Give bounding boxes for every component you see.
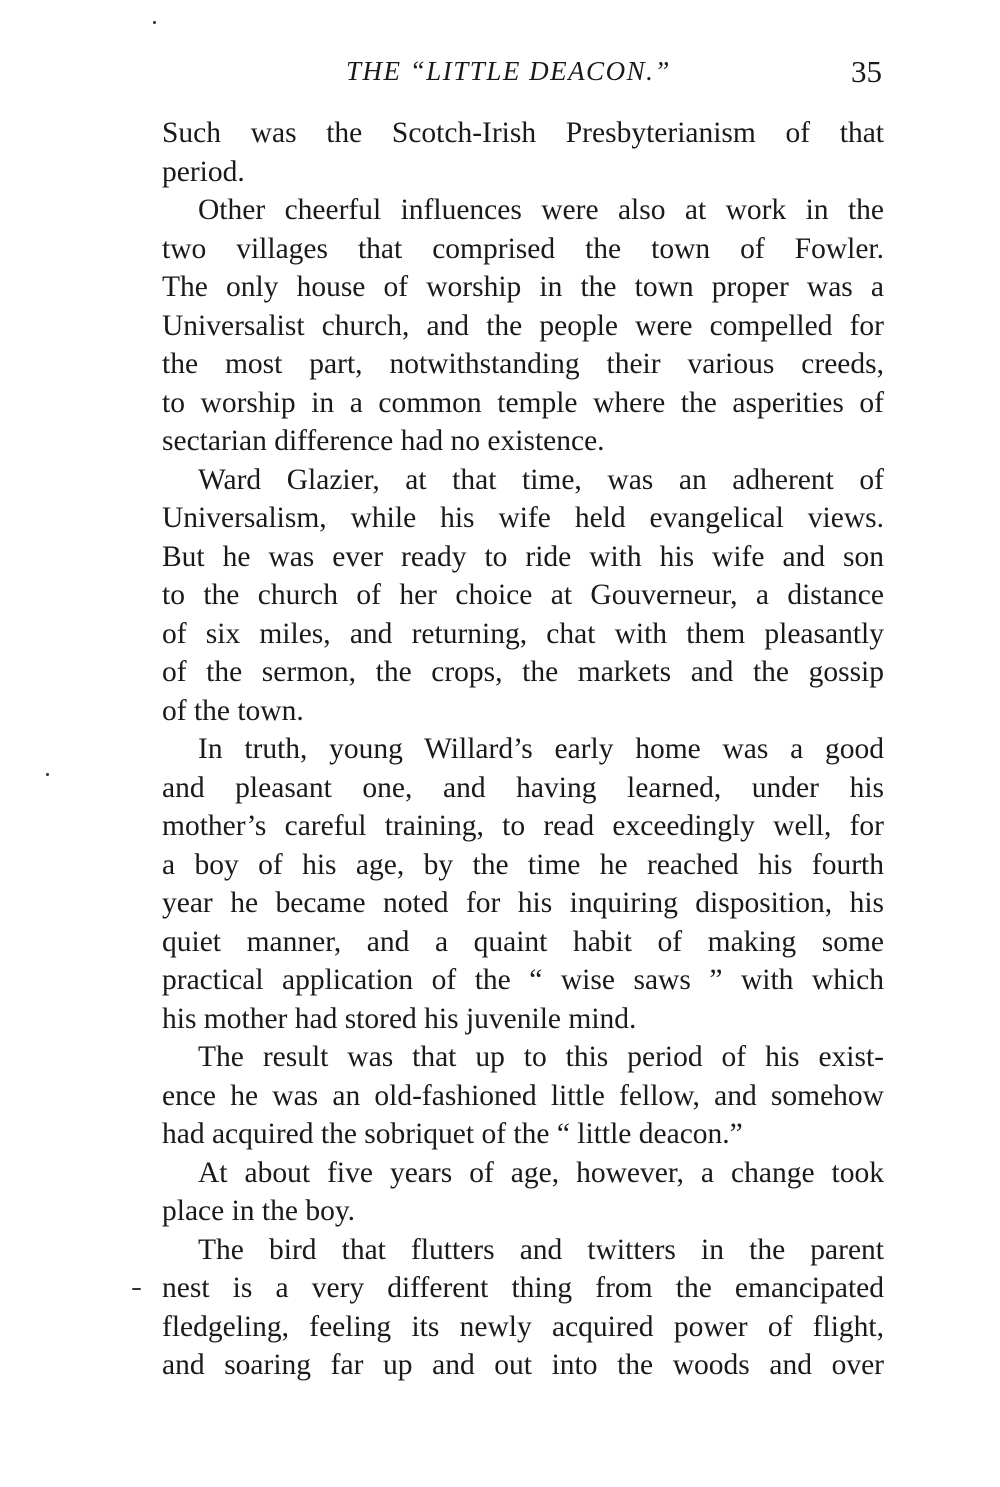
- text-line: place in the boy.: [162, 1195, 356, 1227]
- text-line: his mother had stored his juvenile mind.: [162, 1002, 637, 1035]
- page-header: [162, 56, 886, 96]
- text-line: Universalism, while his wife held evangelical views.: [162, 502, 884, 534]
- page-number: 35: [851, 54, 882, 89]
- text-line: of the sermon, the crops, the markets and the gossip: [162, 656, 884, 688]
- text-line: Ward Glazier, at that time, was an adherent of: [198, 463, 884, 496]
- text-line: of six miles, and returning, chat with them pleasantly: [162, 617, 884, 650]
- text-line: a boy of his age, by the time he reached his fourth: [162, 848, 884, 881]
- text-line: year he became noted for his inquiring disposition, his: [162, 887, 884, 919]
- text-line: two villages that comprised the town of Fowler.: [162, 232, 884, 265]
- text-line: At about five years of age, however, a change took: [198, 1156, 884, 1189]
- body-text: [162, 114, 884, 1385]
- text-line: nest is a very different thing from the emancipated: [162, 1272, 884, 1304]
- text-line: of the town.: [162, 694, 304, 727]
- text-line: The result was that up to this period of his exist-: [198, 1041, 884, 1073]
- text-line: and pleasant one, and having learned, under his: [162, 771, 884, 804]
- text-line: Universalist church, and the people were compelled for: [162, 309, 884, 342]
- text-line: But he was ever ready to ride with his wife and son: [162, 540, 884, 573]
- text-line: The bird that flutters and twitters in the parent: [198, 1233, 884, 1266]
- text-line: practical application of the “ wise saws ” with which: [162, 964, 884, 996]
- running-title: THE “LITTLE DEACON.”: [346, 56, 671, 86]
- text-line: quiet manner, and a quaint habit of making some: [162, 925, 884, 958]
- text-line: the most part, notwithstanding their various creeds,: [162, 348, 884, 380]
- scan-speck: [46, 773, 49, 776]
- text-line: Other cheerful influences were also at work in the: [198, 194, 884, 226]
- text-line: In truth, young Willard’s early home was a good: [198, 733, 884, 765]
- text-line: Such was the Scotch-Irish Presbyterianism of that: [162, 117, 884, 149]
- text-line: mother’s careful training, to read exceedingly well, for: [162, 810, 884, 842]
- text-line: fledgeling, feeling its newly acquired power of flight,: [162, 1310, 884, 1343]
- text-line: had acquired the sobriquet of the “ little deacon.”: [162, 1118, 743, 1150]
- text-line: period.: [162, 155, 245, 188]
- text-line: sectarian difference had no existence.: [162, 425, 605, 457]
- scan-speck: [153, 21, 156, 24]
- text-line: ence he was an old-fashioned little fellow, and somehow: [162, 1079, 884, 1112]
- text-line: and soaring far up and out into the woods and over: [162, 1349, 884, 1381]
- scan-speck: [132, 1288, 141, 1290]
- text-line: The only house of worship in the town proper was a: [162, 271, 884, 303]
- text-line: to the church of her choice at Gouverneur, a distance: [162, 579, 884, 611]
- text-line: to worship in a common temple where the asperities of: [162, 386, 884, 419]
